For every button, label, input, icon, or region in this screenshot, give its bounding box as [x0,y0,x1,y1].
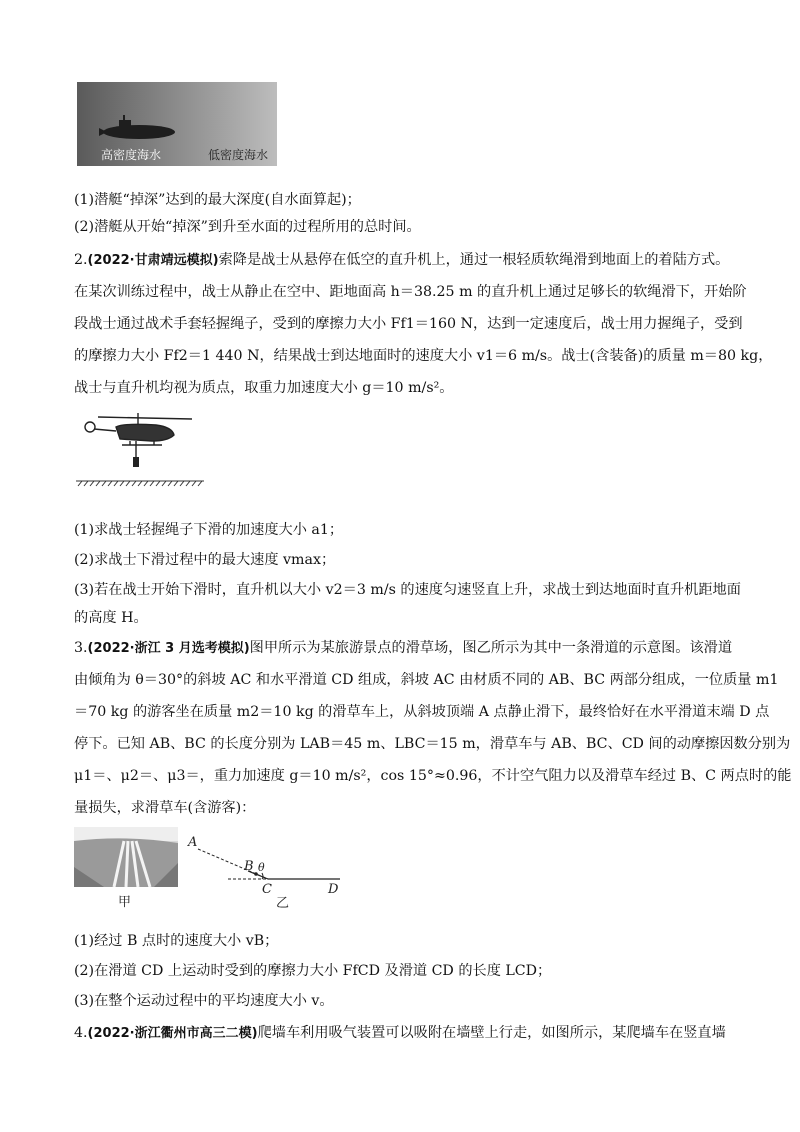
q2-line-2: 在某次训练过程中，战士从静止在空中、距地面高 h＝38.25 m 的直升机上通过足够长的软绳滑下，开始阶 [74,284,747,300]
q2-sub-4: 的高度 H。 [74,610,148,626]
slide-diagram [182,827,352,911]
q4-line-1 [74,1022,726,1045]
submarine-figure [77,82,277,166]
grass-slide-photo-image [74,827,178,887]
point-c-label: C [262,882,272,897]
q2-source: (2022·甘肃靖远模拟) [87,253,219,268]
q1-sub-2: (2)潜艇从开始“掉深”到升至水面的过程所用的总时间。 [74,219,421,235]
helicopter-figure [76,405,206,487]
q3-line-2: 由倾角为 θ＝30°的斜坡 AC 和水平滑道 CD 组成，斜坡 AC 由材质不同的 AB、BC 两部分组成，一位质量 m1 [74,672,779,688]
q4-number: 4. [74,1025,88,1041]
q2-sub-1: (1)求战士轻握绳子下滑的加速度大小 a1； [74,522,344,538]
high-density-label: 高密度海水 [101,148,162,162]
q4-text-1: 爬墙车利用吸气装置可以吸附在墙壁上行走，如图所示，某爬墙车在竖直墙 [257,1025,726,1041]
point-b-label: B [244,859,254,874]
q3-sub-1: (1)经过 B 点时的速度大小 vB； [74,933,279,949]
low-density-label: 低密度海水 [208,148,269,162]
point-d-label: D [328,882,339,897]
q3-line-4: 停下。已知 AB、BC 的长度分别为 LAB＝45 m、LBC＝15 m，滑草车与 AB、BC、CD 间的动摩擦因数分别为 [74,736,791,752]
fig-label-yi: 乙 [276,896,290,911]
point-a-label: A [188,835,198,850]
theta-label: θ [258,861,265,874]
q2-sub-2: (2)求战士下滑过程中的最大速度 vmax； [74,552,336,568]
q2-line-4: 的摩擦力大小 Ff2＝1 440 N，结果战士到达地面时的速度大小 v1＝6 m/s。战士(含装备)的质量 m＝80 kg， [74,348,773,364]
q3-source: (2022·浙江 3 月选考模拟) [87,641,250,656]
q3-text-1: 图甲所示为某旅游景点的滑草场，图乙所示为其中一条滑道的示意图。该滑道 [249,640,733,656]
q3-line-6: 量损失，求滑草车(含游客)： [74,800,256,816]
q3-sub-2: (2)在滑道 CD 上运动时受到的摩擦力大小 FfCD 及滑道 CD 的长度 LCD； [74,963,552,979]
fig-label-jia: 甲 [118,895,132,910]
q1-sub-1: (1)潜艇“掉深”达到的最大深度(自水面算起)； [74,192,361,208]
q4-source: (2022·浙江衢州市高三二模) [87,1026,258,1041]
q3-line-1 [74,637,732,660]
grass-slide-photo [74,827,178,887]
q3-sub-3: (3)在整个运动过程中的平均速度大小 v。 [74,993,334,1009]
q3-line-3: ＝70 kg 的游客坐在质量 m2＝10 kg 的滑草车上，从斜坡顶端 A 点静止滑下，最终恰好在水平滑道末端 D 点 [74,704,770,720]
q2-line-5: 战士与直升机均视为质点，取重力加速度大小 g＝10 m/s²。 [74,380,454,396]
q2-text-1: 索降是战士从悬停在低空的直升机上，通过一根轻质软绳滑到地面上的着陆方式。 [218,252,730,268]
q2-sub-3: (3)若在战士开始下滑时，直升机以大小 v2＝3 m/s 的速度匀速竖直上升，求战士到达地面时直升机距地面 [74,582,741,598]
q2-line-3: 段战士通过战术手套轻握绳子，受到的摩擦力大小 Ff1＝160 N，达到一定速度后，战士用力握绳子，受到 [74,316,743,332]
q2-number: 2. [74,252,88,268]
q3-number: 3. [74,640,88,656]
q3-line-5: μ1＝、μ2＝、μ3＝，重力加速度 g＝10 m/s²，cos 15°≈0.96，不计空气阻力以及滑草车经过 B、C 两点时的能 [74,768,792,784]
helicopter-illustration [76,405,206,487]
q2-line-1 [74,249,729,272]
